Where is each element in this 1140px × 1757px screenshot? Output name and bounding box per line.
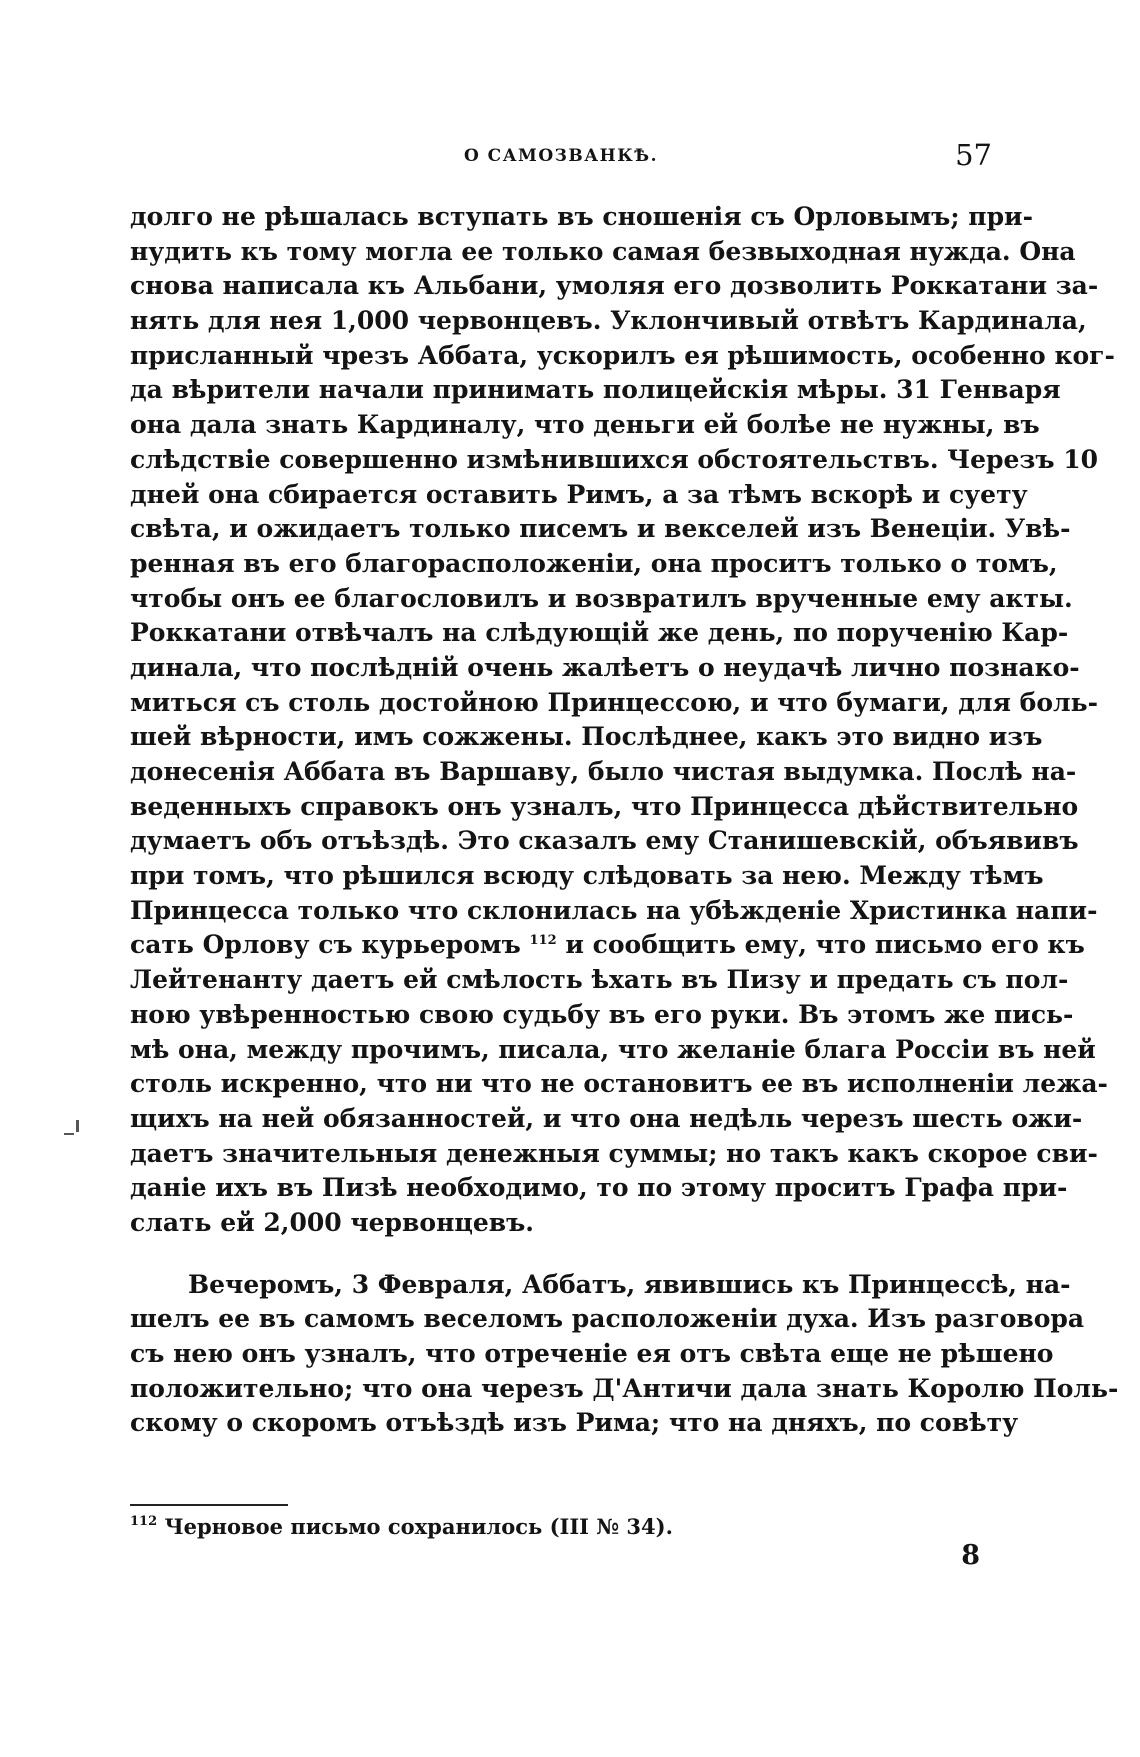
text-line: съ нею онъ узналъ, что отреченіе ея отъ свѣта еще не рѣшено — [130, 1339, 1054, 1368]
text-line: Роккатани отвѣчалъ на слѣдующій же день, по порученію Кар- — [130, 618, 1069, 648]
text-line: даніе ихъ въ Пизѣ необходимо, то по этому проситъ Графа при- — [130, 1173, 1068, 1203]
text-line: при томъ, что рѣшился всюду слѣдовать за нею. Между тѣмъ — [130, 861, 1044, 891]
text-line: чтобы онъ ее благословилъ и возвратилъ врученные ему акты. — [130, 583, 1073, 613]
text-line: положительно; что она черезъ Д'Античи дала знать Королю Поль- — [130, 1373, 1119, 1403]
text-line: щихъ на ней обязанностей, и что она недѣль черезъ шесть ожи- — [130, 1103, 1083, 1133]
text-line-with-footnote-ref — [130, 928, 1085, 963]
paragraph-gap — [130, 1241, 992, 1268]
text-line: Принцесса только что склонилась на убѣжденіе Христинка напи- — [130, 895, 1098, 925]
footnote-text: Черновое письмо сохранилось (III № 34). — [164, 1514, 673, 1539]
page-number: 57 — [955, 138, 992, 172]
text-line: дней она сбирается оставить Римъ, а за тѣмъ вскорѣ и суету — [130, 479, 1028, 509]
text-line: думаетъ объ отъѣздѣ. Это сказалъ ему Станишевскій, объявивъ — [130, 826, 1079, 856]
text-line: донесенія Аббата въ Варшаву, было чистая выдумка. Послѣ на- — [130, 757, 1077, 786]
text-line: шей вѣрности, имъ сожжены. Послѣднее, какъ это видно изъ — [130, 722, 1043, 752]
text-line: столь искренно, что ни что не остановитъ ее въ исполненіи лежа- — [130, 1069, 1108, 1099]
footnote-reference[interactable]: 112 — [529, 933, 557, 949]
text-line: Лейтенанту даетъ ей смѣлость ѣхать въ Пизу и предать съ пол- — [130, 965, 1069, 995]
text-line: ренная въ его благорасположеніи, она проситъ только о томъ, — [130, 548, 1058, 578]
text-line: да вѣрители начали принимать полицейскія мѣры. 31 Генваря — [130, 375, 1061, 405]
text-line: нудить къ тому могла ее только самая безвыходная нужда. Она — [130, 236, 1076, 266]
text-line: присланный чрезъ Аббата, ускорилъ ея рѣшимость, особенно ког- — [130, 340, 1115, 370]
line-head: сать Орлову съ курьеромъ — [130, 930, 521, 960]
margin-mark — [64, 1133, 74, 1135]
text-line: динала, что послѣдній очень жалѣетъ о неудачѣ лично познако- — [130, 652, 1080, 682]
text-line: даетъ значительныя денежныя суммы; но такъ какъ скорое сви- — [130, 1138, 1098, 1168]
text-line: веденныхъ справокъ онъ узналъ, что Принцесса дѣйствительно — [130, 791, 1079, 821]
text-line: Вечеромъ, 3 Февраля, Аббатъ, явившись къ Принцессѣ, на- — [188, 1269, 1071, 1299]
text-line: миться съ столь достойною Принцессою, и что бумаги, для боль- — [130, 687, 1099, 717]
footnote — [130, 1509, 992, 1545]
text-line: нять для нея 1,000 червонцевъ. Уклончивый отвѣтъ Кардинала, — [130, 306, 1087, 336]
footnote-rule — [130, 1504, 288, 1506]
text-line: она дала знать Кардиналу, что деньги ей болѣе не нужны, въ — [130, 410, 1040, 440]
margin-mark — [76, 1120, 79, 1132]
signature-mark: 8 — [961, 1540, 980, 1571]
text-line: скому о скоромъ отъѣздѣ изъ Рима; что на дняхъ, по совѣту — [130, 1408, 1019, 1438]
paragraph-2 — [130, 1268, 1119, 1441]
body-text — [130, 200, 1119, 1441]
text-line: мѣ она, между прочимъ, писала, что желаніе блага Россіи въ ней — [130, 1034, 1096, 1064]
text-line: слѣдствіе совершенно измѣнившихся обстоятельствъ. Черезъ 10 — [130, 444, 1099, 474]
running-title: О САМОЗВАНКѢ. — [463, 146, 659, 166]
running-head — [130, 138, 992, 178]
footnote-number: 112 — [130, 1514, 158, 1529]
text-line: снова написала къ Альбани, умоляя его дозволить Роккатани за- — [130, 271, 1099, 301]
text-line: долго не рѣшалась вступать въ сношенія съ Орловымъ; при- — [130, 202, 1033, 231]
text-line: шелъ ее въ самомъ веселомъ расположеніи духа. Изъ разговора — [130, 1304, 1085, 1334]
text-line: ною увѣренностью свою судьбу въ его руки. Въ этомъ же пись- — [130, 999, 1074, 1029]
text-line: слать ей 2,000 червонцевъ. — [130, 1207, 535, 1237]
text-line: свѣта, и ожидаетъ только писемъ и векселей изъ Венеціи. Увѣ- — [130, 514, 1071, 544]
line-tail: и сообщить ему, что письмо его къ — [565, 930, 1085, 960]
paragraph-1 — [130, 200, 1115, 1241]
